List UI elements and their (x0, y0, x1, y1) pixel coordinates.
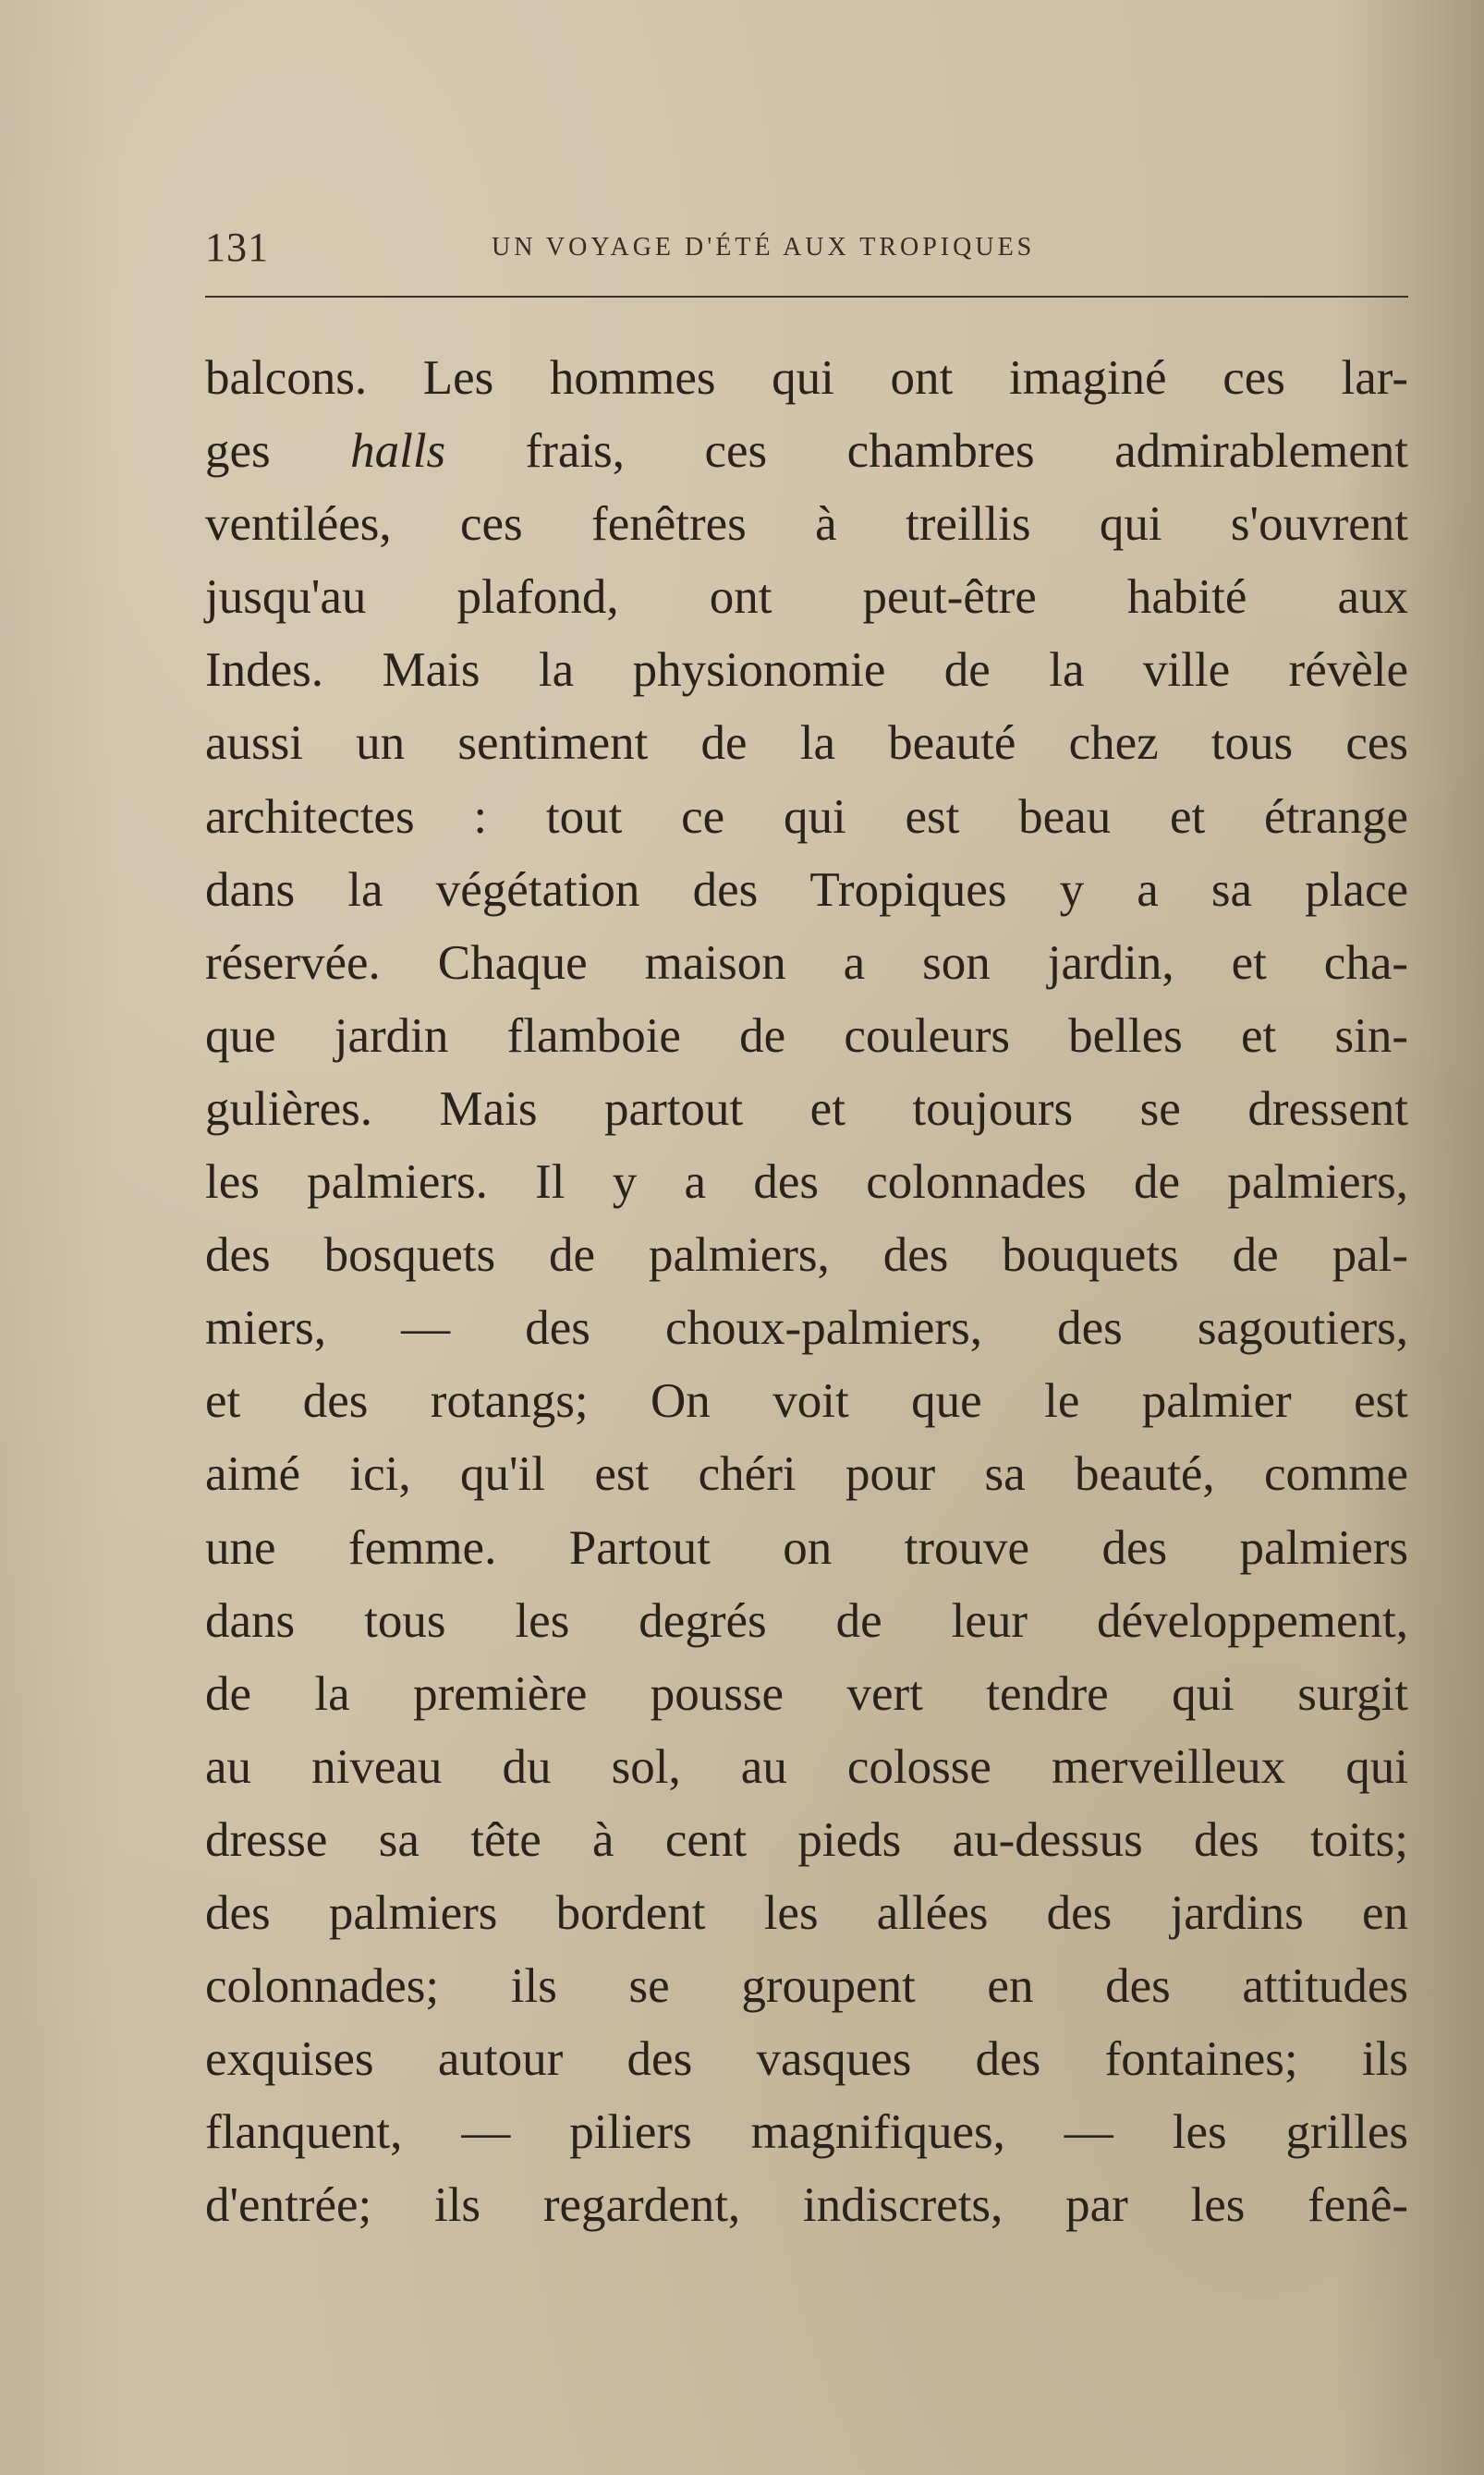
text-line: aussi un sentiment de la beauté chez tous ces (205, 716, 1408, 771)
running-title: UN VOYAGE D'ÉTÉ AUX TROPIQUES (492, 233, 1036, 262)
text-segment: ges (205, 424, 351, 479)
text-line (205, 415, 1408, 488)
text-line: gulières. Mais partout et toujours se dressent (205, 1081, 1408, 1136)
text-line: et des rotangs; On voit que le palmier est (205, 1374, 1408, 1429)
text-line: miers, — des choux-palmiers, des sagoutiers, (205, 1301, 1408, 1356)
header-rule (205, 296, 1408, 298)
text-line: au niveau du sol, au colosse merveilleux qui (205, 1739, 1408, 1794)
text-line: que jardin flamboie de couleurs belles et sin- (205, 1008, 1408, 1063)
text-line: une femme. Partout on trouve des palmiers (205, 1520, 1408, 1575)
text-line: d'entrée; ils regardent, indiscrets, par les fenê- (205, 2178, 1408, 2233)
text-line: dans la végétation des Tropiques y a sa place (205, 862, 1408, 917)
page-number: 131 (205, 225, 269, 270)
text-line: des bosquets de palmiers, des bouquets de pal- (205, 1228, 1408, 1283)
running-head (205, 224, 1406, 279)
italic-word: halls (350, 424, 446, 479)
text-line: ventilées, ces fenêtres à treillis qui s'ouvrent (205, 497, 1408, 552)
text-line: aimé ici, qu'il est chéri pour sa beauté, comme (205, 1447, 1408, 1502)
text-line: réservée. Chaque maison a son jardin, et cha- (205, 935, 1408, 990)
text-line: jusqu'au plafond, ont peut-être habité aux (205, 570, 1408, 625)
text-line: colonnades; ils se groupent en des attitudes (205, 1959, 1408, 2014)
text-segment: frais, ces chambres admirablement (445, 424, 1408, 479)
text-line: Indes. Mais la physionomie de la ville révèle (205, 643, 1408, 698)
text-line: flanquent, — piliers magnifiques, — les grilles (205, 2105, 1408, 2160)
text-line: de la première pousse vert tendre qui surgit (205, 1666, 1408, 1721)
text-line: dresse sa tête à cent pieds au-dessus des toits; (205, 1812, 1408, 1867)
text-line: des palmiers bordent les allées des jardins en (205, 1885, 1408, 1940)
text-line: les palmiers. Il y a des colonnades de palmiers, (205, 1155, 1408, 1210)
body-text (205, 342, 1408, 2242)
text-line: dans tous les degrés de leur développement, (205, 1593, 1408, 1648)
text-line: architectes : tout ce qui est beau et étrange (205, 789, 1408, 844)
text-line: exquises autour des vasques des fontaines; ils (205, 2032, 1408, 2087)
text-line: balcons. Les hommes qui ont imaginé ces lar- (205, 351, 1408, 405)
